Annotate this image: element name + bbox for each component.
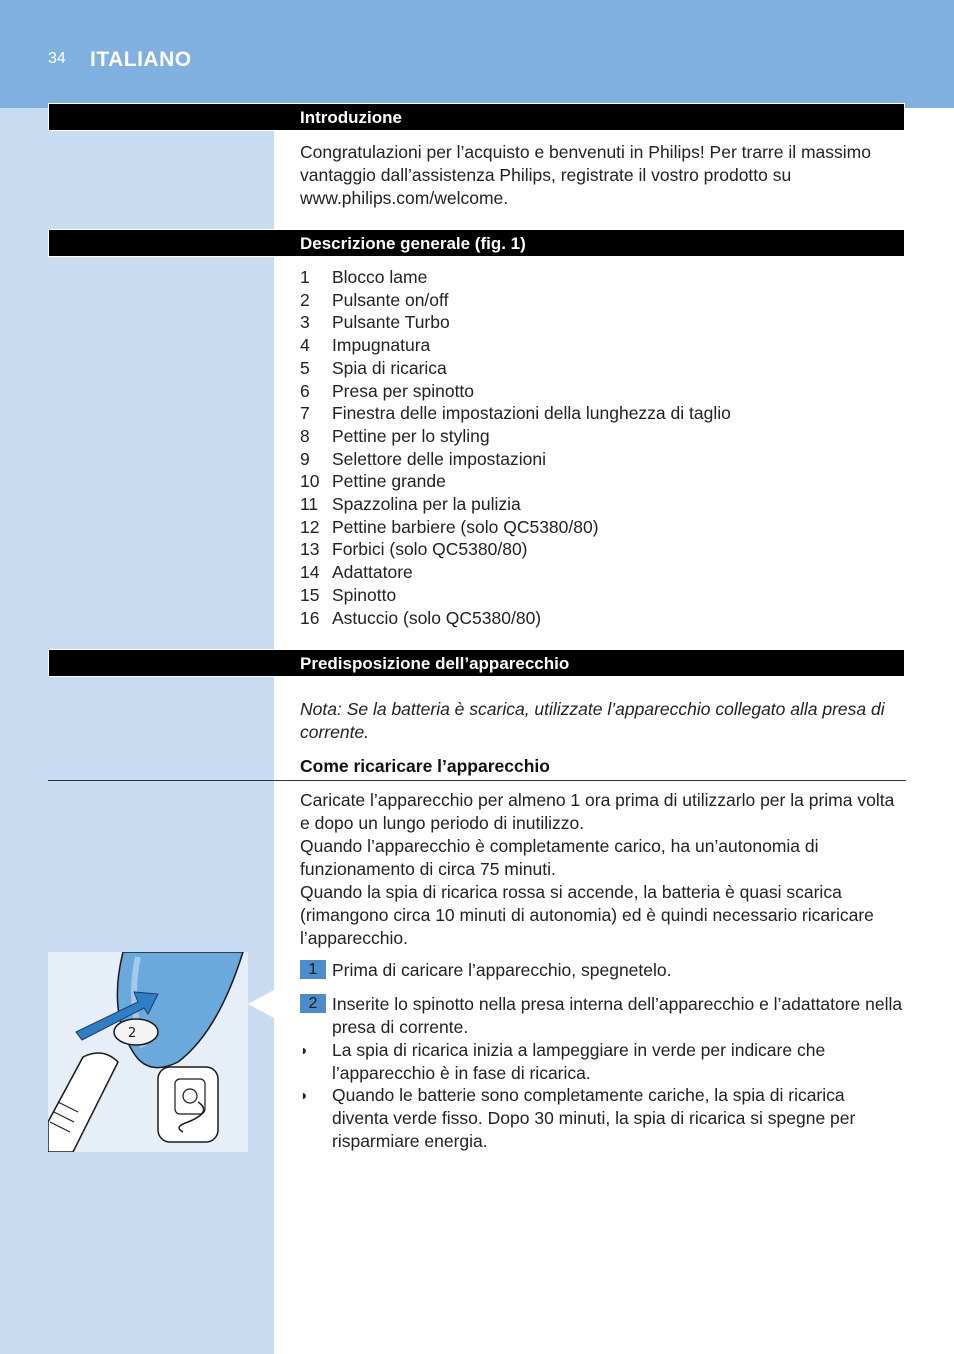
battery-note: Nota: Se la batteria è scarica, utilizzate l’apparecchio collegato alla presa di corrente. xyxy=(300,699,885,742)
item-label: Pettine grande xyxy=(332,471,446,492)
item-label: Blocco lame xyxy=(332,267,428,287)
list-item xyxy=(300,334,731,357)
item-number: 3 xyxy=(300,312,310,333)
item-number: 7 xyxy=(300,403,310,424)
item-label: Impugnatura xyxy=(332,335,431,356)
clipper-plug-drawing xyxy=(48,952,248,1152)
bullet-triangle-icon: ◗ xyxy=(300,1042,309,1058)
item-number: 5 xyxy=(300,357,310,378)
bullet-text: Quando le batterie sono completamente cariche, la spia di ricarica diventa verde fisso. Dopo 30 minuti, la spia di ricarica si spegne per risparmiare energia. xyxy=(332,1085,856,1151)
section-title-intro: Introduzione xyxy=(300,108,402,127)
item-number: 14 xyxy=(300,562,320,583)
step-2 xyxy=(300,993,905,1039)
list-item xyxy=(300,380,731,403)
item-number: 2 xyxy=(300,289,310,310)
list-item xyxy=(300,425,731,448)
item-number: 9 xyxy=(300,448,310,469)
item-label: Finestra delle impostazioni della lunghezza di taglio xyxy=(332,403,731,424)
parts-list xyxy=(300,266,731,629)
item-number: 10 xyxy=(300,471,320,492)
item-number: 1 xyxy=(300,267,310,287)
list-item xyxy=(300,311,731,334)
section-header-setup xyxy=(48,649,905,677)
section-divider xyxy=(48,780,906,781)
section-header-overview xyxy=(48,229,905,257)
section-title-overview: Descrizione generale (fig. 1) xyxy=(300,234,526,253)
item-number: 11 xyxy=(300,494,319,515)
item-number: 4 xyxy=(300,335,310,356)
bullet-triangle-icon: ◗ xyxy=(300,1087,309,1103)
step-text: Inserite lo spinotto nella presa interna dell’apparecchio e l’adattatore nella presa di corrente. xyxy=(332,994,903,1037)
bullet-text: La spia di ricarica inizia a lampeggiare in verde per indicare che l’apparecchio è in fase di ricarica. xyxy=(332,1040,826,1083)
item-number: 12 xyxy=(300,516,320,537)
item-number: 13 xyxy=(300,539,320,560)
section-header-intro xyxy=(48,103,905,131)
list-item xyxy=(300,584,731,607)
item-label: Spinotto xyxy=(332,584,397,605)
item-number: 15 xyxy=(300,584,320,605)
item-label: Pettine per lo styling xyxy=(332,425,490,446)
list-item xyxy=(300,561,731,584)
step-number-badge: 1 xyxy=(300,960,326,979)
charging-heading: Come ricaricare l’apparecchio xyxy=(300,756,550,776)
step-text: Prima di caricare l’apparecchio, spegnetelo. xyxy=(332,960,672,980)
item-label: Adattatore xyxy=(332,562,413,583)
item-label: Pulsante on/off xyxy=(332,289,449,310)
section-title-setup: Predisposizione dell’apparecchio xyxy=(300,654,570,673)
charging-illustration xyxy=(48,952,248,1152)
intro-paragraph: Congratulazioni per l’acquisto e benvenuti in Philips! Per trarre il massimo vantaggio dall’assistenza Philips, registrate il vostro prodotto su www.philips.com/welcome. xyxy=(300,142,871,208)
left-margin-column xyxy=(0,108,274,1354)
list-item xyxy=(300,448,731,471)
list-item xyxy=(300,289,731,312)
figure-pointer xyxy=(248,990,274,1018)
item-number: 6 xyxy=(300,380,310,401)
item-label: Spazzolina per la pulizia xyxy=(332,494,521,515)
language-title: ITALIANO xyxy=(90,48,192,71)
list-item xyxy=(300,607,731,630)
item-label: Spia di ricarica xyxy=(332,357,447,378)
list-item xyxy=(300,493,731,516)
item-number: 8 xyxy=(300,425,310,446)
item-number: 16 xyxy=(300,607,320,628)
step-number-badge: 2 xyxy=(300,994,326,1013)
step-1 xyxy=(300,959,905,982)
bullet-2 xyxy=(300,1084,905,1153)
list-item xyxy=(300,470,731,493)
item-label: Presa per spinotto xyxy=(332,380,475,401)
page-number: 34 xyxy=(48,50,66,67)
list-item xyxy=(300,357,731,380)
item-label: Pettine barbiere (solo QC5380/80) xyxy=(332,516,599,537)
list-item xyxy=(300,266,731,289)
item-label: Forbici (solo QC5380/80) xyxy=(332,539,528,560)
item-label: Astuccio (solo QC5380/80) xyxy=(332,607,542,628)
charging-paragraph: Caricate l’apparecchio per almeno 1 ora prima di utilizzarlo per la prima volta e dopo un lungo periodo di inutilizzo. Quando l’apparecchio è completamente carico, ha un’autonomia di funzionamento di circa 75 minuti. Quando la spia di ricarica rossa si accende, la batteria è quasi scarica (rimangono circa 10 minuti di autonomia) ed è quindi necessario ricaricare l’apparecchio. xyxy=(300,790,895,948)
figure-label: 2 xyxy=(128,1026,137,1041)
item-label: Selettore delle impostazioni xyxy=(332,448,547,469)
bullet-1 xyxy=(300,1039,905,1085)
list-item xyxy=(300,516,731,539)
list-item xyxy=(300,538,731,561)
item-label: Pulsante Turbo xyxy=(332,312,450,333)
list-item xyxy=(300,402,731,425)
